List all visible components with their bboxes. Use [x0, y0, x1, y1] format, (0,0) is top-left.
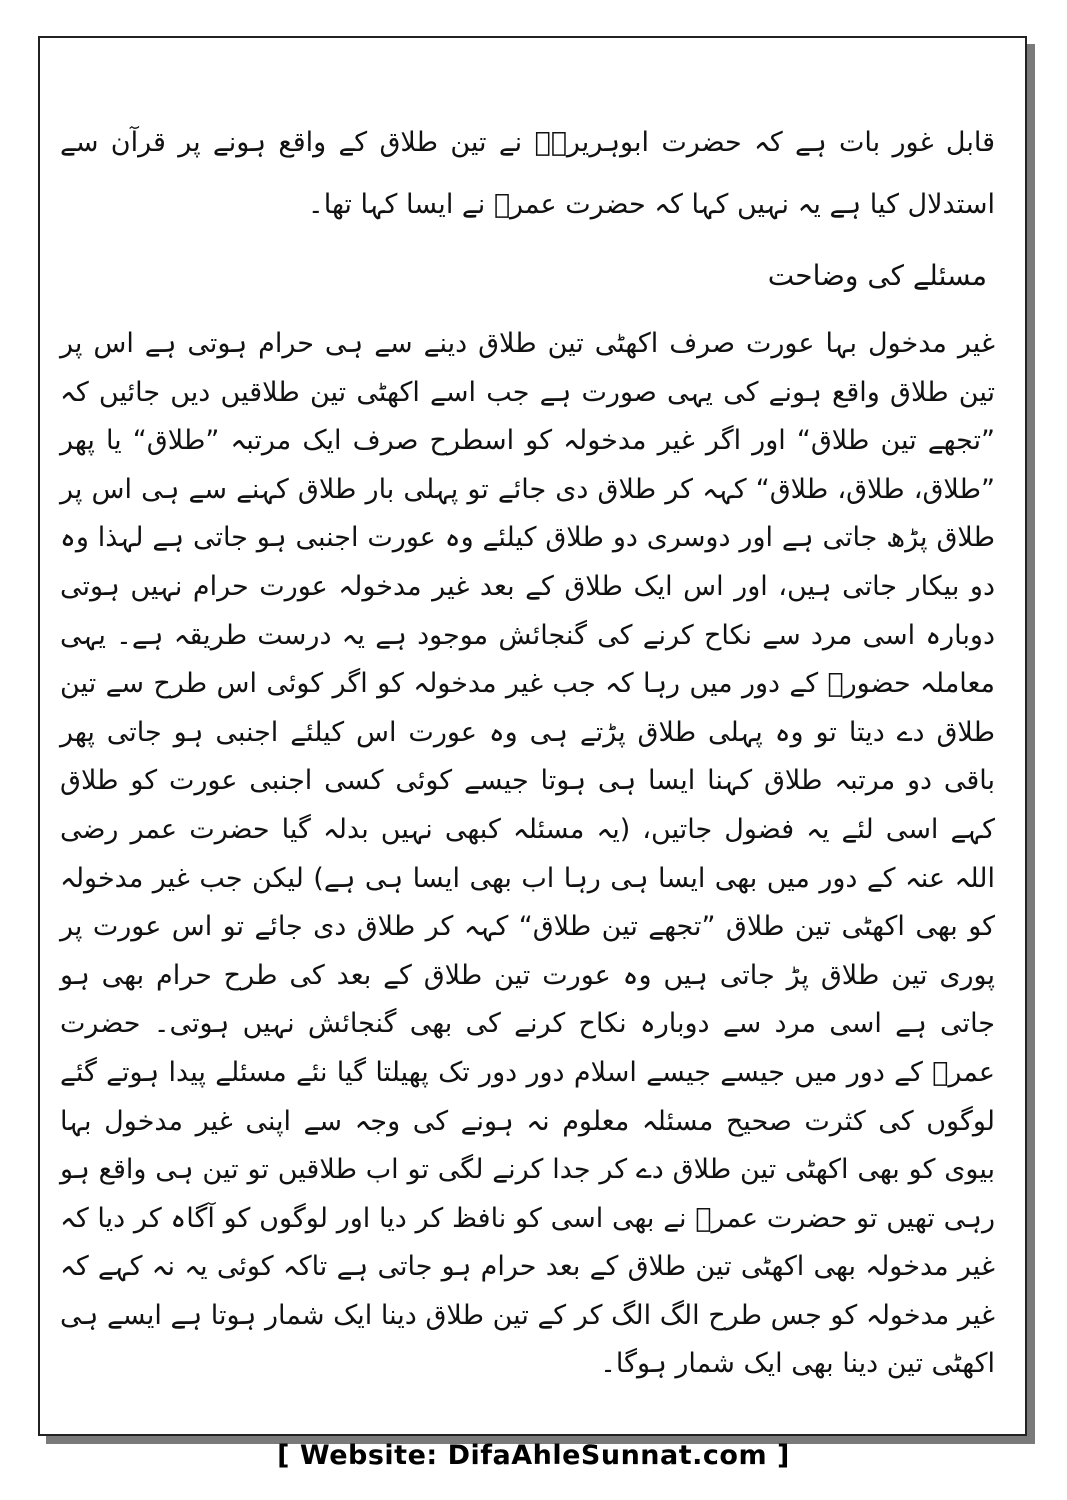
body-paragraph: غیر مدخول بہا عورت صرف اکھٹی تین طلاق دینے سے ہی حرام ہوتی ہے اس پر تین طلاق واقع ہونے کی یہی صورت ہے جب اسے اکھٹی تین طلاقیں دیں جائیں کہ ”تجھے تین طلاق“ اور اگر غیر مدخولہ کو اسطرح صرف ایک مرتبہ ”طلاق“ یا پھر ”طلاق، طلاق، طلاق“ کہہ کر طلاق دی جائے تو پہلی بار طلاق کہنے سے ہی اس پر طلاق پڑھ جاتی ہے اور دوسری دو طلاق کیلئے وہ عورت اجنبی ہو جاتی ہے لہذا وہ دو بیکار جاتی ہیں، اور اس ایک طلاق کے بعد غیر مدخولہ عورت حرام نہیں ہوتی دوبارہ اسی مرد سے نکاح کرنے کی گنجائش موجود ہے یہ درست طریقہ ہے۔ یہی معاملہ حضورؐ کے دور میں رہا کہ جب غیر مدخولہ کو اگر کوئی اس طرح سے تین طلاق دے دیتا تو وہ پہلی طلاق پڑتے ہی وہ عورت اس کیلئے اجنبی ہو جاتی پھر باقی دو مرتبہ طلاق کہنا ایسا ہی ہوتا جیسے کوئی کسی اجنبی عورت کو طلاق کہے اسی لئے یہ فضول جاتیں، (یہ مسئلہ کبھی نہیں بدلہ گیا حضرت عمر رضی اللہ عنہ کے دور میں بھی ایسا ہی رہا اب بھی ایسا ہی ہے) لیکن جب غیر مدخولہ کو بھی اکھٹی تین طلاق ”تجھے تین طلاق“ کہہ کر طلاق دی جائے تو اس عورت پر پوری تین طلاق پڑ جاتی ہیں وہ عورت تین طلاق کے بعد کی طرح حرام بھی ہو جاتی ہے اسی مرد سے دوبارہ نکاح کرنے کی بھی گنجائش نہیں ہوتی۔ حضرت عمرؓ کے دور میں جیسے جیسے اسلام دور دور تک پھیلتا گیا نئے مسئلے پیدا ہوتے گئے لوگوں کی کثرت صحیح مسئلہ معلوم نہ ہونے کی وجہ سے اپنی غیر مدخول بہا بیوی کو بھی اکھٹی تین طلاق دے کر جدا کرنے لگی تو اب طلاقیں تو تین ہی واقع ہو رہی تھیں تو حضرت عمرؓ نے بھی اسی کو نافظ کر دیا اور لوگوں کو آگاہ کر دیا کہ غیر مدخولہ بھی اکھٹی تین طلاق کے بعد حرام ہو جاتی ہے تاکہ کوئی یہ نہ کہے کہ غیر مدخولہ کو جس طرح الگ الگ کر کے تین طلاق دینا ایک شمار ہوتا ہے ایسے ہی اکھٹی تین دینا بھی ایک شمار ہوگا۔ — [60, 328, 995, 1380]
website-footer: [ Website: DifaAhleSunnat.com ] — [277, 1440, 790, 1471]
intro-paragraph: قابل غور بات ہے کہ حضرت ابوہریرہؓ نے تین طلاق کے واقع ہونے پر قرآن سے استدلال کیا ہے یہ نہیں کہا کہ حضرت عمرؓ نے ایسا کہا تھا۔ — [60, 127, 995, 220]
document-body — [60, 112, 995, 1389]
section-heading: مسئلے کی وضاحت — [767, 259, 987, 292]
